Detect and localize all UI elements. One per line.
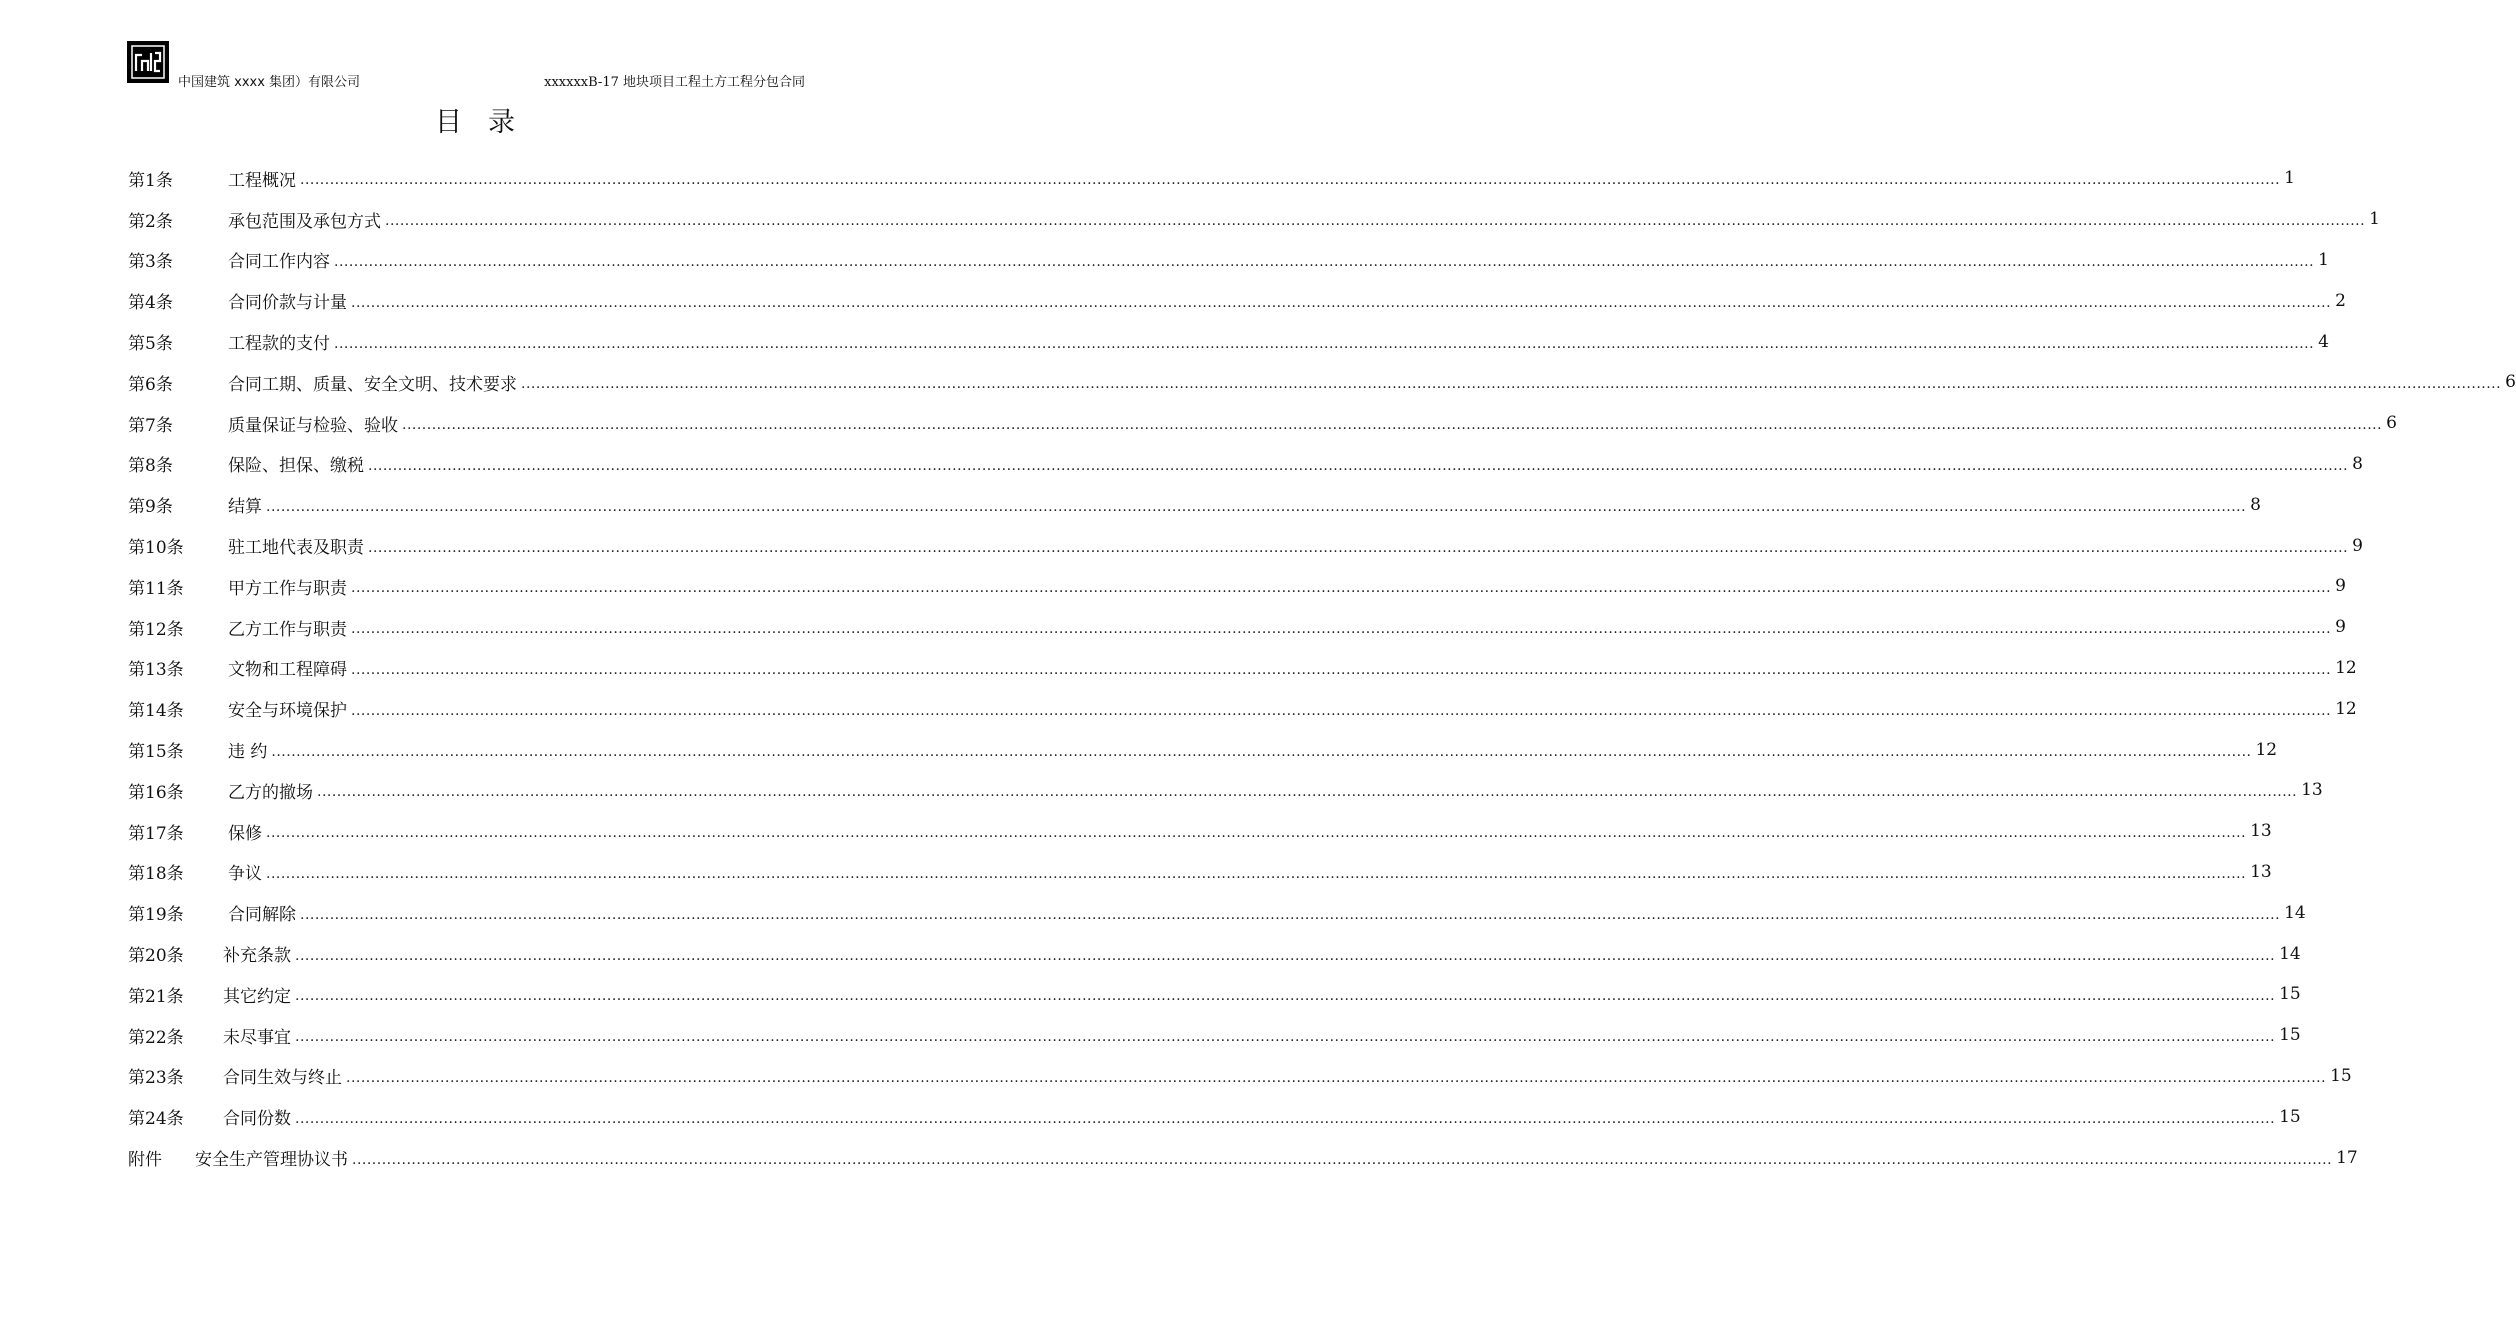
dot-leader: ................................................................................................................................................................................................................................................................................................................................................................................................................ — [346, 1069, 2327, 1086]
toc-entry[interactable] — [128, 484, 2261, 525]
toc-entry-title: 其它约定 — [223, 986, 291, 1007]
toc-entry-page: 17 — [2336, 1147, 2358, 1168]
dot-leader: ................................................................................................................................................................................................................................................................................................................................................................................................................ — [295, 1110, 2276, 1127]
toc-entry-title: 未尽事宜 — [223, 1027, 291, 1048]
toc-entry-page: 14 — [2279, 943, 2301, 964]
toc-entry-page: 13 — [2301, 780, 2323, 801]
toc-entry-page: 13 — [2250, 821, 2272, 842]
toc-entry-title: 工程款的支付 — [228, 334, 330, 355]
toc-entry-page: 15 — [2279, 1025, 2301, 1046]
page-header — [0, 0, 950, 95]
toc-entry-title: 结算 — [228, 497, 262, 518]
toc-entry[interactable] — [128, 362, 2516, 403]
toc-entry-number: 第18条 — [128, 864, 184, 885]
dot-leader: ................................................................................................................................................................................................................................................................................................................................................................................................................ — [266, 825, 2247, 842]
toc-entry-page: 14 — [2284, 902, 2306, 923]
toc-entry[interactable] — [128, 607, 2346, 648]
toc-entry[interactable] — [128, 240, 2329, 281]
dot-leader: ................................................................................................................................................................................................................................................................................................................................................................................................................ — [368, 457, 2349, 474]
toc-entry-number: 第4条 — [128, 293, 173, 314]
toc-entry-title: 工程概况 — [228, 170, 296, 191]
toc-entry-number: 第7条 — [128, 415, 173, 436]
dot-leader: ................................................................................................................................................................................................................................................................................................................................................................................................................ — [300, 172, 2281, 189]
table-of-contents — [128, 158, 2516, 1178]
toc-entry[interactable] — [128, 566, 2346, 607]
toc-entry-title: 争议 — [228, 864, 262, 885]
toc-entry[interactable] — [128, 1015, 2301, 1056]
toc-entry-number: 第8条 — [128, 456, 173, 477]
toc-entry-page: 12 — [2335, 698, 2357, 719]
toc-entry[interactable] — [128, 974, 2301, 1015]
dot-leader: ................................................................................................................................................................................................................................................................................................................................................................................................................ — [351, 294, 2332, 311]
toc-entry-number: 第19条 — [128, 905, 184, 926]
toc-entry-page: 9 — [2335, 576, 2346, 597]
toc-entry-number: 第9条 — [128, 497, 173, 518]
toc-entry-page: 15 — [2279, 984, 2301, 1005]
dot-leader: ................................................................................................................................................................................................................................................................................................................................................................................................................ — [334, 335, 2315, 352]
toc-entry-number: 第2条 — [128, 211, 173, 232]
toc-entry[interactable] — [128, 1137, 2358, 1178]
dot-leader: ................................................................................................................................................................................................................................................................................................................................................................................................................ — [271, 743, 2252, 760]
toc-entry-page: 4 — [2318, 331, 2329, 352]
toc-entry-page: 15 — [2279, 1106, 2301, 1127]
toc-entry-page: 1 — [2369, 209, 2380, 230]
toc-entry[interactable] — [128, 648, 2357, 689]
dot-leader: ................................................................................................................................................................................................................................................................................................................................................................................................................ — [351, 661, 2332, 678]
toc-entry[interactable] — [128, 892, 2306, 933]
toc-entry-title: 甲方工作与职责 — [228, 578, 347, 599]
toc-entry-page: 6 — [2505, 372, 2516, 393]
toc-entry[interactable] — [128, 770, 2323, 811]
toc-entry-title: 文物和工程障碍 — [228, 660, 347, 681]
toc-entry-title: 合同份数 — [223, 1109, 291, 1130]
toc-entry[interactable] — [128, 1096, 2301, 1137]
toc-entry-number: 第5条 — [128, 334, 173, 355]
toc-entry[interactable] — [128, 321, 2329, 362]
toc-entry-number: 第11条 — [128, 578, 184, 599]
toc-entry-page: 6 — [2386, 413, 2397, 434]
toc-entry-page: 2 — [2335, 290, 2346, 311]
toc-entry-title: 合同工作内容 — [228, 252, 330, 273]
dot-leader: ................................................................................................................................................................................................................................................................................................................................................................................................................ — [402, 417, 2383, 434]
toc-entry-title: 补充条款 — [223, 946, 291, 967]
dot-leader: ................................................................................................................................................................................................................................................................................................................................................................................................................ — [295, 1029, 2276, 1046]
company-name: 中国建筑 xxxx 集团）有限公司 — [178, 75, 361, 90]
toc-entry-number: 第21条 — [128, 986, 184, 1007]
toc-entry[interactable] — [128, 444, 2363, 485]
toc-entry[interactable] — [128, 729, 2278, 770]
dot-leader: ................................................................................................................................................................................................................................................................................................................................................................................................................ — [266, 498, 2247, 515]
toc-entry-number: 第16条 — [128, 782, 184, 803]
toc-entry-title: 乙方工作与职责 — [228, 619, 347, 640]
toc-entry-title: 安全生产管理协议书 — [195, 1150, 348, 1171]
toc-entry-title: 驻工地代表及职责 — [228, 538, 364, 559]
toc-entry-title: 违 约 — [228, 742, 268, 763]
toc-entry-number: 第15条 — [128, 742, 184, 763]
toc-entry-title: 保险、担保、缴税 — [228, 456, 364, 477]
toc-entry-number: 第20条 — [128, 946, 184, 967]
toc-entry-number: 第6条 — [128, 374, 173, 395]
toc-entry-page: 1 — [2318, 249, 2329, 270]
dot-leader: ................................................................................................................................................................................................................................................................................................................................................................................................................ — [317, 784, 2298, 801]
toc-entry-title: 合同生效与终止 — [223, 1068, 342, 1089]
toc-entry[interactable] — [128, 933, 2301, 974]
toc-entry-title: 合同解除 — [228, 905, 296, 926]
toc-entry-page: 15 — [2330, 1065, 2352, 1086]
dot-leader: ................................................................................................................................................................................................................................................................................................................................................................................................................ — [352, 1151, 2333, 1168]
toc-entry-number: 第17条 — [128, 823, 184, 844]
toc-entry-title: 质量保证与检验、验收 — [228, 415, 398, 436]
toc-entry-title: 保修 — [228, 823, 262, 844]
toc-entry-title: 合同价款与计量 — [228, 293, 347, 314]
toc-entry-number: 第13条 — [128, 660, 184, 681]
toc-entry[interactable] — [128, 688, 2357, 729]
toc-entry-page: 1 — [2284, 168, 2295, 189]
dot-leader: ................................................................................................................................................................................................................................................................................................................................................................................................................ — [368, 539, 2349, 556]
toc-entry-number: 第10条 — [128, 538, 184, 559]
toc-entry[interactable] — [128, 811, 2272, 852]
toc-entry-number: 第23条 — [128, 1068, 184, 1089]
toc-entry[interactable] — [128, 280, 2346, 321]
toc-entry[interactable] — [128, 403, 2397, 444]
dot-leader: ................................................................................................................................................................................................................................................................................................................................................................................................................ — [351, 702, 2332, 719]
dot-leader: ................................................................................................................................................................................................................................................................................................................................................................................................................ — [266, 865, 2247, 882]
dot-leader: ................................................................................................................................................................................................................................................................................................................................................................................................................ — [295, 947, 2276, 964]
toc-entry-number: 第14条 — [128, 701, 184, 722]
dot-leader: ................................................................................................................................................................................................................................................................................................................................................................................................................ — [300, 906, 2281, 923]
toc-entry-title: 乙方的撤场 — [228, 782, 313, 803]
toc-entry-page: 12 — [2335, 657, 2357, 678]
toc-entry-page: 12 — [2255, 739, 2278, 760]
toc-entry[interactable] — [128, 199, 2380, 240]
toc-entry-number: 第22条 — [128, 1027, 184, 1048]
toc-entry-title: 承包范围及承包方式 — [228, 211, 381, 232]
toc-entry[interactable] — [128, 158, 2295, 199]
toc-entry-page: 9 — [2335, 617, 2346, 638]
document-title: xxxxxxB-17 地块项目工程土方工程分包合同 — [544, 75, 805, 90]
dot-leader: ................................................................................................................................................................................................................................................................................................................................................................................................................ — [521, 376, 2502, 393]
dot-leader: ................................................................................................................................................................................................................................................................................................................................................................................................................ — [351, 580, 2332, 597]
toc-entry[interactable] — [128, 525, 2363, 566]
company-logo — [127, 41, 169, 83]
dot-leader: ................................................................................................................................................................................................................................................................................................................................................................................................................ — [295, 988, 2276, 1005]
toc-entry-title: 安全与环境保护 — [228, 701, 347, 722]
toc-entry[interactable] — [128, 1056, 2352, 1097]
toc-entry[interactable] — [128, 852, 2272, 893]
dot-leader: ................................................................................................................................................................................................................................................................................................................................................................................................................ — [385, 213, 2366, 230]
toc-entry-number: 附件 — [128, 1150, 162, 1171]
toc-entry-page: 8 — [2352, 453, 2363, 474]
toc-heading: 目录 — [435, 107, 541, 138]
toc-entry-number: 第12条 — [128, 619, 184, 640]
toc-entry-page: 8 — [2250, 494, 2261, 515]
toc-entry-number: 第3条 — [128, 252, 173, 273]
dot-leader: ................................................................................................................................................................................................................................................................................................................................................................................................................ — [334, 253, 2315, 270]
toc-entry-page: 9 — [2352, 535, 2363, 556]
dot-leader: ................................................................................................................................................................................................................................................................................................................................................................................................................ — [351, 621, 2332, 638]
toc-entry-number: 第1条 — [128, 170, 173, 191]
toc-entry-title: 合同工期、质量、安全文明、技术要求 — [228, 374, 517, 395]
toc-entry-page: 13 — [2250, 861, 2272, 882]
toc-entry-number: 第24条 — [128, 1109, 184, 1130]
